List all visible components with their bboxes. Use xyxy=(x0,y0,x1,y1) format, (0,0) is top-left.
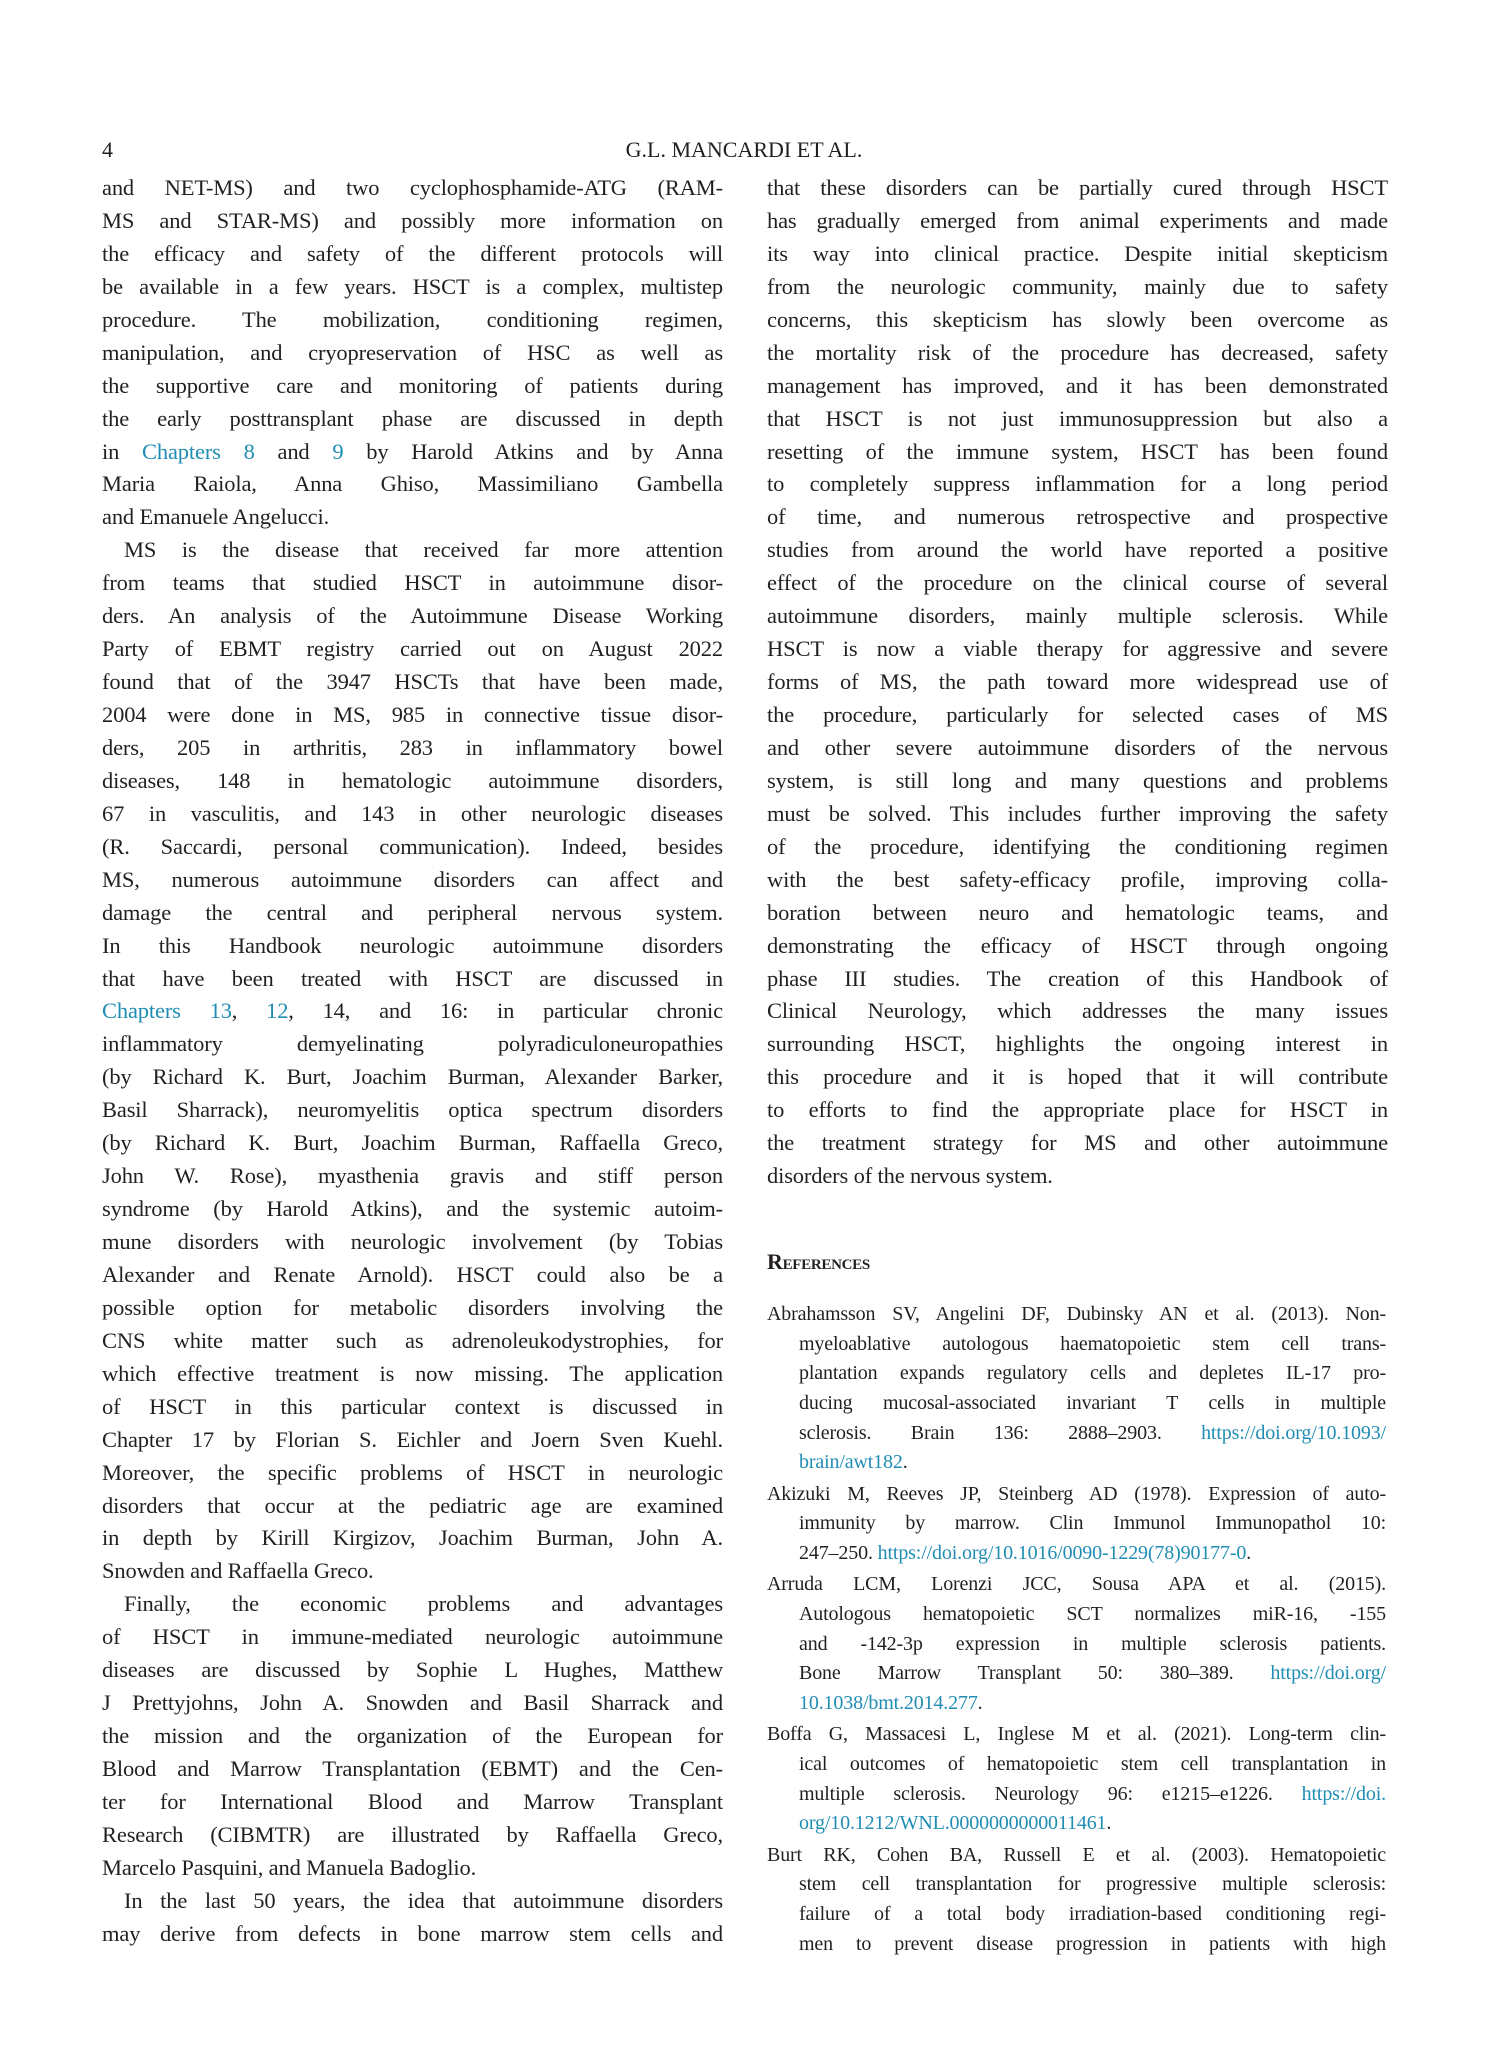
text-segment: myeloablative autologous haematopoietic stem cell trans- xyxy=(799,1332,1386,1355)
text-line xyxy=(102,1918,723,1951)
text-segment: its way into clinical practice. Despite initial skepticism xyxy=(767,240,1388,266)
text-segment: diseases are discussed by Sophie L Hughes, Matthew xyxy=(102,1657,723,1683)
text-segment: Burt RK, Cohen BA, Russell E et al. (2003). Hematopoietic xyxy=(767,1843,1386,1866)
text-segment: the mortality risk of the procedure has decreased, safety xyxy=(767,339,1388,365)
text-segment: ducing mucosal-associated invariant T cells in multiple xyxy=(799,1392,1386,1415)
text-line xyxy=(767,1448,1386,1478)
text-segment: 67 in vasculitis, and 143 in other neurologic diseases xyxy=(102,800,723,826)
cross-reference-link[interactable]: https://doi.org/ xyxy=(1270,1662,1386,1685)
text-segment: from teams that studied HSCT in autoimmune disor- xyxy=(102,570,723,596)
text-segment: may derive from defects in bone marrow stem cells and xyxy=(102,1920,723,1946)
cross-reference-link[interactable]: 12 xyxy=(266,998,289,1024)
text-segment: In this Handbook neurologic autoimmune disorders xyxy=(102,932,723,958)
text-line xyxy=(102,1226,723,1259)
text-segment: and Emanuele Angelucci. xyxy=(102,504,330,530)
text-line xyxy=(102,1292,723,1325)
text-segment: and xyxy=(254,438,333,464)
text-segment: Marcelo Pasquini, and Manuela Badoglio. xyxy=(102,1854,477,1880)
text-line xyxy=(767,1539,1386,1569)
text-line xyxy=(102,963,723,996)
text-segment: damage the central and peripheral nervous system. xyxy=(102,899,723,925)
reference-entry xyxy=(767,1300,1386,1478)
reference-entry xyxy=(767,1841,1386,1960)
text-line xyxy=(102,831,723,864)
text-segment: (by Richard K. Burt, Joachim Burman, Raffaella Greco, xyxy=(102,1130,723,1156)
body-column-right xyxy=(767,172,1388,1193)
text-segment: inflammatory demyelinating polyradiculoneuropathies xyxy=(102,1031,723,1057)
text-line xyxy=(102,1127,723,1160)
text-line xyxy=(767,1160,1388,1193)
text-segment: syndrome (by Harold Atkins), and the systemic autoim- xyxy=(102,1196,723,1222)
text-line xyxy=(767,436,1388,469)
text-line xyxy=(767,995,1388,1028)
text-segment: of the procedure, identifying the conditioning regimen xyxy=(767,833,1388,859)
references-heading: References xyxy=(767,1249,870,1274)
text-line xyxy=(102,1358,723,1391)
text-segment: the supportive care and monitoring of patients during xyxy=(102,372,723,398)
text-segment: mune disorders with neurologic involvement (by Tobias xyxy=(102,1229,723,1254)
text-segment: , xyxy=(231,998,267,1024)
text-segment: studies from around the world have reported a positive xyxy=(767,537,1388,563)
text-line xyxy=(102,1720,723,1753)
text-line xyxy=(767,1300,1386,1330)
text-segment: the treatment strategy for MS and other autoimmune xyxy=(767,1130,1388,1156)
text-line xyxy=(102,238,723,271)
text-segment: to efforts to find the appropriate place for HSCT in xyxy=(767,1097,1388,1123)
text-line xyxy=(102,1193,723,1226)
text-segment: procedure. The mobilization, conditioning regimen, xyxy=(102,306,723,332)
text-segment: and -142-3p expression in multiple sclerosis patients. xyxy=(799,1632,1386,1655)
text-line xyxy=(767,963,1388,996)
text-line xyxy=(102,765,723,798)
text-line xyxy=(767,271,1388,304)
cross-reference-link[interactable]: Chapters 13 xyxy=(102,998,232,1024)
text-line xyxy=(767,1870,1386,1900)
text-segment: Boffa G, Massacesi L, Inglese M et al. (2021). Long-term clin- xyxy=(767,1723,1386,1746)
text-line xyxy=(767,1720,1386,1750)
text-segment: has gradually emerged from animal experiments and made xyxy=(767,207,1388,233)
text-segment: ders, 205 in arthritis, 283 in inflammatory bowel xyxy=(102,734,723,760)
text-line xyxy=(767,370,1388,403)
text-segment: . xyxy=(902,1451,908,1474)
text-segment: the efficacy and safety of the different protocols will xyxy=(102,240,723,266)
text-line xyxy=(767,831,1388,864)
text-line xyxy=(102,172,723,205)
text-segment: resetting of the immune system, HSCT has been found xyxy=(767,438,1388,464)
text-segment: from the neurologic community, mainly due to safety xyxy=(767,273,1388,299)
text-segment: Bone Marrow Transplant 50: 380–389. xyxy=(799,1662,1271,1685)
text-line xyxy=(102,337,723,370)
cross-reference-link[interactable]: https://doi.org/10.1016/0090-1229(78)90177-0 xyxy=(877,1542,1247,1565)
body-column-left xyxy=(102,172,723,1951)
text-line xyxy=(767,897,1388,930)
page-number: 4 xyxy=(102,137,113,162)
text-segment: that HSCT is not just immunosuppression but also a xyxy=(767,405,1388,431)
text-line xyxy=(102,1555,723,1588)
text-segment: Abrahamsson SV, Angelini DF, Dubinsky AN et al. (2013). Non- xyxy=(767,1303,1386,1325)
text-segment: of HSCT in immune-mediated neurologic autoimmune xyxy=(102,1624,723,1650)
reference-entry xyxy=(767,1570,1386,1718)
text-segment: system, is still long and many questions and problems xyxy=(767,767,1388,793)
text-line xyxy=(767,666,1388,699)
text-line xyxy=(767,1930,1386,1960)
text-segment: sclerosis. Brain 136: 2888–2903. xyxy=(799,1421,1202,1444)
text-line xyxy=(102,1160,723,1193)
text-line xyxy=(102,1325,723,1358)
text-line xyxy=(102,1852,723,1885)
text-line xyxy=(767,1750,1386,1780)
text-segment: phase III studies. The creation of this Handbook of xyxy=(767,965,1388,991)
text-segment: by Harold Atkins and by Anna xyxy=(343,438,723,464)
text-segment: the procedure, particularly for selected cases of MS xyxy=(767,702,1388,727)
text-line xyxy=(102,205,723,238)
text-line xyxy=(102,1654,723,1687)
text-segment: manipulation, and cryopreservation of HSC as well as xyxy=(102,339,723,365)
text-line xyxy=(102,1391,723,1424)
text-line xyxy=(767,468,1388,501)
text-line xyxy=(767,567,1388,600)
text-line xyxy=(102,436,723,469)
text-line xyxy=(102,1061,723,1094)
text-segment: the early posttransplant phase are discussed in depth xyxy=(102,405,723,431)
text-line xyxy=(102,699,723,732)
text-line xyxy=(767,1480,1386,1510)
text-segment: Chapter 17 by Florian S. Eichler and Joern Sven Kuehl. xyxy=(102,1426,723,1452)
text-segment: CNS white matter such as adrenoleukodystrophies, for xyxy=(102,1327,723,1353)
text-segment: Arruda LCM, Lorenzi JCC, Sousa APA et al. (2015). xyxy=(767,1573,1386,1596)
text-segment: J Prettyjohns, John A. Snowden and Basil Sharrack and xyxy=(102,1690,723,1716)
text-segment: Maria Raiola, Anna Ghiso, Massimiliano Gambella xyxy=(102,471,723,497)
text-line xyxy=(102,1885,723,1918)
text-segment: failure of a total body irradiation-based conditioning regi- xyxy=(799,1903,1386,1926)
text-line xyxy=(767,699,1388,732)
text-segment: effect of the procedure on the clinical course of several xyxy=(767,570,1388,596)
text-segment: multiple sclerosis. Neurology 96: e1215–e1226. xyxy=(799,1782,1302,1805)
text-segment: diseases, 148 in hematologic autoimmune disorders, xyxy=(102,767,723,793)
text-line xyxy=(767,1570,1386,1600)
text-line xyxy=(102,1028,723,1061)
text-segment: ders. An analysis of the Autoimmune Disease Working xyxy=(102,603,723,629)
text-line xyxy=(767,798,1388,831)
text-segment: plantation expands regulatory cells and depletes IL-17 pro- xyxy=(799,1362,1386,1385)
text-segment: Alexander and Renate Arnold). HSCT could also be a xyxy=(102,1261,723,1287)
text-segment: Autologous hematopoietic SCT normalizes miR-16, -155 xyxy=(799,1603,1386,1626)
text-line xyxy=(102,567,723,600)
text-line xyxy=(767,1061,1388,1094)
text-line xyxy=(767,1359,1386,1389)
cross-reference-link[interactable]: brain/awt182 xyxy=(799,1451,903,1474)
text-line xyxy=(102,1786,723,1819)
text-line xyxy=(102,600,723,633)
cross-reference-link[interactable]: 9 xyxy=(332,438,344,464)
text-segment: and NET-MS) and two cyclophosphamide-ATG (RAM- xyxy=(102,175,723,200)
text-segment: that have been treated with HSCT are discussed in xyxy=(102,965,723,991)
text-segment: the mission and the organization of the European for xyxy=(102,1723,723,1749)
text-segment: . xyxy=(1106,1812,1112,1835)
text-segment: Basil Sharrack), neuromyelitis optica spectrum disorders xyxy=(102,1097,723,1123)
text-segment: of time, and numerous retrospective and prospective xyxy=(767,504,1388,530)
text-line xyxy=(102,1819,723,1852)
text-line xyxy=(767,501,1388,534)
text-segment: in xyxy=(102,438,142,464)
text-line xyxy=(102,1687,723,1720)
text-segment: surrounding HSCT, highlights the ongoing interest in xyxy=(767,1031,1388,1057)
text-line xyxy=(102,271,723,304)
text-segment: concerns, this skepticism has slowly been overcome as xyxy=(767,306,1388,332)
text-line xyxy=(767,205,1388,238)
text-line xyxy=(767,304,1388,337)
text-segment: must be solved. This includes further improving the safety xyxy=(767,800,1388,826)
text-segment: In the last 50 years, the idea that autoimmune disorders xyxy=(124,1887,723,1913)
text-line xyxy=(102,1490,723,1523)
text-segment: and other severe autoimmune disorders of the nervous xyxy=(767,734,1388,760)
text-segment: Blood and Marrow Transplantation (EBMT) and the Cen- xyxy=(102,1756,723,1781)
text-segment: John W. Rose), myasthenia gravis and stiff person xyxy=(102,1163,723,1189)
text-line xyxy=(102,995,723,1028)
text-line xyxy=(767,864,1388,897)
cross-reference-link[interactable]: org/10.1212/WNL.0000000000011461 xyxy=(799,1812,1107,1835)
text-segment: of HSCT in this particular context is discussed in xyxy=(102,1393,723,1419)
text-segment: men to prevent disease progression in patients with high xyxy=(799,1932,1386,1955)
text-line xyxy=(767,1600,1386,1630)
text-line xyxy=(767,765,1388,798)
text-segment: immunity by marrow. Clin Immunol Immunopathol 10: xyxy=(799,1512,1386,1535)
text-line xyxy=(102,864,723,897)
text-line xyxy=(102,1259,723,1292)
text-segment: disorders that occur at the pediatric age are examined xyxy=(102,1492,723,1518)
text-segment: . xyxy=(1246,1542,1252,1565)
text-segment: to completely suppress inflammation for a long period xyxy=(767,471,1388,497)
text-line xyxy=(767,930,1388,963)
text-segment: autoimmune disorders, mainly multiple sclerosis. While xyxy=(767,603,1388,629)
text-line xyxy=(102,403,723,436)
text-line xyxy=(102,1588,723,1621)
text-segment: forms of MS, the path toward more widespread use of xyxy=(767,669,1388,695)
running-head-text: G.L. MANCARDI ET AL. xyxy=(625,137,863,162)
text-line xyxy=(767,1509,1386,1539)
text-segment: Akizuki M, Reeves JP, Steinberg AD (1978). Expression of auto- xyxy=(767,1482,1386,1505)
text-line xyxy=(102,1621,723,1654)
text-line xyxy=(102,501,723,534)
text-segment: ical outcomes of hematopoietic stem cell transplantation in xyxy=(799,1753,1386,1776)
text-segment: MS and STAR-MS) and possibly more information on xyxy=(102,207,723,233)
running-head xyxy=(0,134,1512,166)
text-line xyxy=(767,600,1388,633)
text-line xyxy=(767,1389,1386,1419)
text-line xyxy=(767,633,1388,666)
text-segment: 247–250. xyxy=(799,1542,878,1565)
cross-reference-link[interactable]: https://doi.org/10.1093/ xyxy=(1201,1421,1386,1444)
text-segment: boration between neuro and hematologic teams, and xyxy=(767,899,1388,925)
text-line xyxy=(767,403,1388,436)
text-segment: MS is the disease that received far more attention xyxy=(124,537,723,563)
text-segment: Snowden and Raffaella Greco. xyxy=(102,1558,374,1584)
text-line xyxy=(102,1424,723,1457)
text-line xyxy=(767,534,1388,567)
text-line xyxy=(102,897,723,930)
text-segment: Research (CIBMTR) are illustrated by Raffaella Greco, xyxy=(102,1821,723,1847)
cross-reference-link[interactable]: https://doi. xyxy=(1301,1782,1386,1805)
text-line xyxy=(102,1457,723,1490)
text-line xyxy=(767,1780,1386,1810)
text-line xyxy=(767,238,1388,271)
text-segment: (by Richard K. Burt, Joachim Burman, Alexander Barker, xyxy=(102,1064,723,1090)
text-segment: (R. Saccardi, personal communication). Indeed, besides xyxy=(102,833,723,859)
text-segment: ter for International Blood and Marrow Transplant xyxy=(102,1788,723,1814)
text-segment: Moreover, the specific problems of HSCT in neurologic xyxy=(102,1459,723,1485)
text-line xyxy=(767,1330,1386,1360)
references-list xyxy=(767,1300,1386,1961)
text-segment: MS, numerous autoimmune disorders can affect and xyxy=(102,866,723,892)
text-segment: management has improved, and it has been demonstrated xyxy=(767,372,1388,398)
text-segment: Finally, the economic problems and advantages xyxy=(124,1591,723,1617)
text-line xyxy=(767,1028,1388,1061)
text-line xyxy=(102,930,723,963)
text-line xyxy=(102,1522,723,1555)
text-line xyxy=(102,370,723,403)
text-line xyxy=(102,732,723,765)
text-line xyxy=(767,732,1388,765)
reference-entry xyxy=(767,1720,1386,1839)
text-line xyxy=(102,1094,723,1127)
text-segment: with the best safety-efficacy profile, improving colla- xyxy=(767,866,1388,892)
text-segment: possible option for metabolic disorders involving the xyxy=(102,1294,723,1320)
text-segment: stem cell transplantation for progressive multiple sclerosis: xyxy=(799,1873,1386,1896)
text-line xyxy=(767,1094,1388,1127)
text-line xyxy=(767,1127,1388,1160)
text-line xyxy=(102,534,723,567)
text-segment: Clinical Neurology, which addresses the many issues xyxy=(767,998,1388,1024)
text-segment: be available in a few years. HSCT is a complex, multistep xyxy=(102,273,723,299)
text-segment: Party of EBMT registry carried out on August 2022 xyxy=(102,636,723,662)
text-line xyxy=(102,1753,723,1786)
text-segment: in depth by Kirill Kirgizov, Joachim Burman, John A. xyxy=(102,1525,723,1551)
reference-entry xyxy=(767,1480,1386,1569)
text-line xyxy=(102,666,723,699)
text-line xyxy=(102,468,723,501)
text-line xyxy=(767,1419,1386,1449)
text-line xyxy=(767,1689,1386,1719)
text-line xyxy=(102,633,723,666)
text-segment: HSCT is now a viable therapy for aggressive and severe xyxy=(767,636,1388,662)
text-segment: demonstrating the efficacy of HSCT through ongoing xyxy=(767,932,1388,958)
text-segment: that these disorders can be partially cured through HSCT xyxy=(767,175,1388,200)
text-segment: , 14, and 16: in particular chronic xyxy=(288,998,723,1024)
text-line xyxy=(767,172,1388,205)
text-line xyxy=(767,1659,1386,1689)
text-line xyxy=(102,304,723,337)
cross-reference-link[interactable]: Chapters 8 xyxy=(142,438,255,464)
text-segment: this procedure and it is hoped that it will contribute xyxy=(767,1064,1388,1090)
text-segment: 2004 were done in MS, 985 in connective tissue disor- xyxy=(102,702,723,727)
text-line xyxy=(767,1630,1386,1660)
text-segment: disorders of the nervous system. xyxy=(767,1163,1053,1189)
cross-reference-link[interactable]: 10.1038/bmt.2014.277 xyxy=(799,1692,978,1715)
text-segment: found that of the 3947 HSCTs that have been made, xyxy=(102,669,723,695)
text-line xyxy=(767,1841,1386,1871)
text-line xyxy=(767,1900,1386,1930)
text-segment: which effective treatment is now missing. The application xyxy=(102,1360,723,1386)
text-line xyxy=(767,1809,1386,1839)
text-segment: . xyxy=(977,1692,983,1715)
text-line xyxy=(102,798,723,831)
text-line xyxy=(767,337,1388,370)
